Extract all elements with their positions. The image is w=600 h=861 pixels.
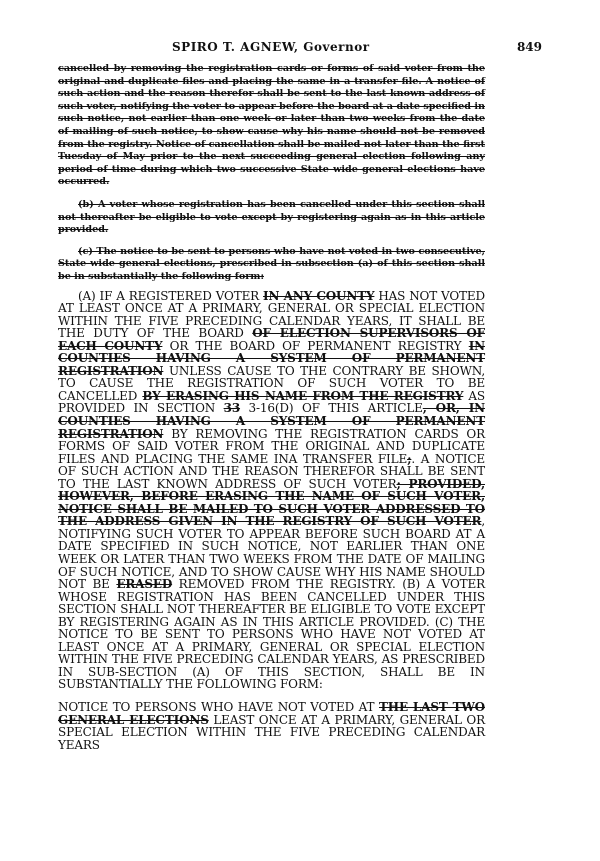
struck-paragraph-b [58, 199, 485, 237]
running-head: SPIRO T. AGNEW, Governor [172, 40, 370, 54]
inserted-text: OR THE BOARD OF PERMANENT REGISTRY [162, 338, 469, 353]
notice-heading [58, 701, 485, 751]
struck-text: IN ANY COUNTY [263, 288, 375, 303]
page-header [0, 40, 600, 60]
inserted-text: (A) IF A REGISTERED VOTER [78, 288, 264, 303]
inserted-text: HAS NOT VOTED AT LEAST ONCE AT A PRIMARY, GENERAL OR SPECIAL ELECTION WITHIN THE FIVE PRECEDING CALENDAR YEARS, IT SHALL BE THE DUTY OF THE BOARD [58, 288, 485, 341]
inserted-text: UNLESS CAUSE TO THE CONTRARY BE SHOWN, TO CAUSE THE REGISTRATION OF SUCH VOTER TO BE CANCELLED [58, 363, 485, 403]
page-number: 849 [516, 40, 542, 54]
struck-text: (b) A voter whose registration has been cancelled under this section shall not thereafter be eligible to vote except by registering again as in this article provided. [58, 198, 485, 236]
struck-text: IN COUNTIES HAVING A SYSTEM OF PERMANENT REGISTRATION [58, 338, 485, 378]
inserted-text: NOTICE TO PERSONS WHO HAVE NOT VOTED AT [58, 700, 379, 714]
struck-text: (c) The notice to be sent to persons who have not voted in two consecutive, State wide general elections, prescribed in subsection (a) of this section shall be in substantially the following form: [58, 245, 485, 282]
struck-text: OF ELECTION SUPERVISORS OF EACH COUNTY [58, 326, 485, 353]
inserted-text: LEAST ONCE AT A PRIMARY, GENERAL OR SPECIAL ELECTION WITHIN THE FIVE PRECEDING CALENDAR YEARS [58, 712, 485, 752]
inserted-text: REMOVED FROM THE REGISTRY. (B) A VOTER WHOSE REGISTRATION HAS BEEN CANCELLED UNDER THIS SECTION SHALL NOT THEREAFTER BE ELIGIBLE TO VOTE EXCEPT BY REGISTERING AGAIN AS IN THIS ARTICLE PROVIDED. (C) THE NOTICE TO BE SENT TO PERSONS WHO HAVE NOT VOTED AT LEAST ONCE AT A PRIMARY, GENERAL OR SPECIAL ELECTION WITHIN THE FIVE PRECEDING CALENDAR YEARS, AS PRESCRIBED IN SUB-SECTION (A) OF THIS SECTION, SHALL BE IN SUBSTANTIALLY THE FOLLOWING FORM: [58, 577, 485, 692]
inserted-text: , NOTIFYING SUCH VOTER TO APPEAR BEFORE SUCH BOARD AT A DATE SPECIFIED IN SUCH NOTICE, NOT EARLIER THAN ONE WEEK OR LATER THAN TWO WEEKS FROM THE DATE OF MAILING OF SUCH NOTICE, AND TO SHOW CAUSE WHY HIS NAME SHOULD NOT BE [58, 514, 485, 592]
inserted-text: BY REMOVING THE REGISTRATION CARDS OR FORMS OF SAID VOTER FROM THE ORIGINAL AND DUPLICATE FILES AND PLACING THE SAME INA TRANSFER FILE [58, 426, 485, 466]
struck-text: BY ERASING HIS NAME FROM THE REGISTRY [142, 388, 464, 403]
struck-text: ; [407, 451, 412, 466]
struck-text: 33 [223, 401, 241, 416]
struck-text: THE LAST TWO GENERAL ELECTIONS [58, 700, 485, 727]
struck-paragraph-a-continued [58, 63, 485, 189]
inserted-text: AS PROVIDED IN SECTION [58, 388, 485, 416]
amended-section-text [58, 290, 485, 692]
inserted-text: 3-16(D) OF THIS ARTICLE [240, 401, 423, 416]
inserted-text: . A NOTICE OF SUCH ACTION AND THE REASON THEREFOR SHALL BE SENT TO THE LAST KNOWN ADDRESS OF SUCH VOTER [58, 451, 486, 491]
struck-text: , OR, IN COUNTIES HAVING A SYSTEM OF PERMANENT REGISTRATION [58, 401, 485, 441]
struck-text: cancelled by removing the registration cards or forms of said voter from the original and duplicate files and placing the same in a transfer file. A notice of such action and the reason therefor shall be sent to the last known address of such voter, notifying the voter to appear before the board at a date specified in such notice, not earlier than one week or later than two weeks from the date of mailing of such notice, to show cause why his name should not be removed from the registry. Notice of cancellation shall be mailed not later than the first Tuesday of May prior to the next succeeding general election following any period of time during which two successive State wide general elections have occurred. [58, 63, 485, 188]
struck-text: ERASED [116, 577, 173, 592]
struck-paragraph-c [58, 246, 485, 284]
document-body [58, 63, 485, 751]
struck-text: ; PROVIDED, HOWEVER, BEFORE ERASING THE NAME OF SUCH VOTER, NOTICE SHALL BE MAILED TO SUCH VOTER ADDRESSED TO THE ADDRESS GIVEN IN THE REGISTRY OF SUCH VOTER [58, 476, 485, 529]
